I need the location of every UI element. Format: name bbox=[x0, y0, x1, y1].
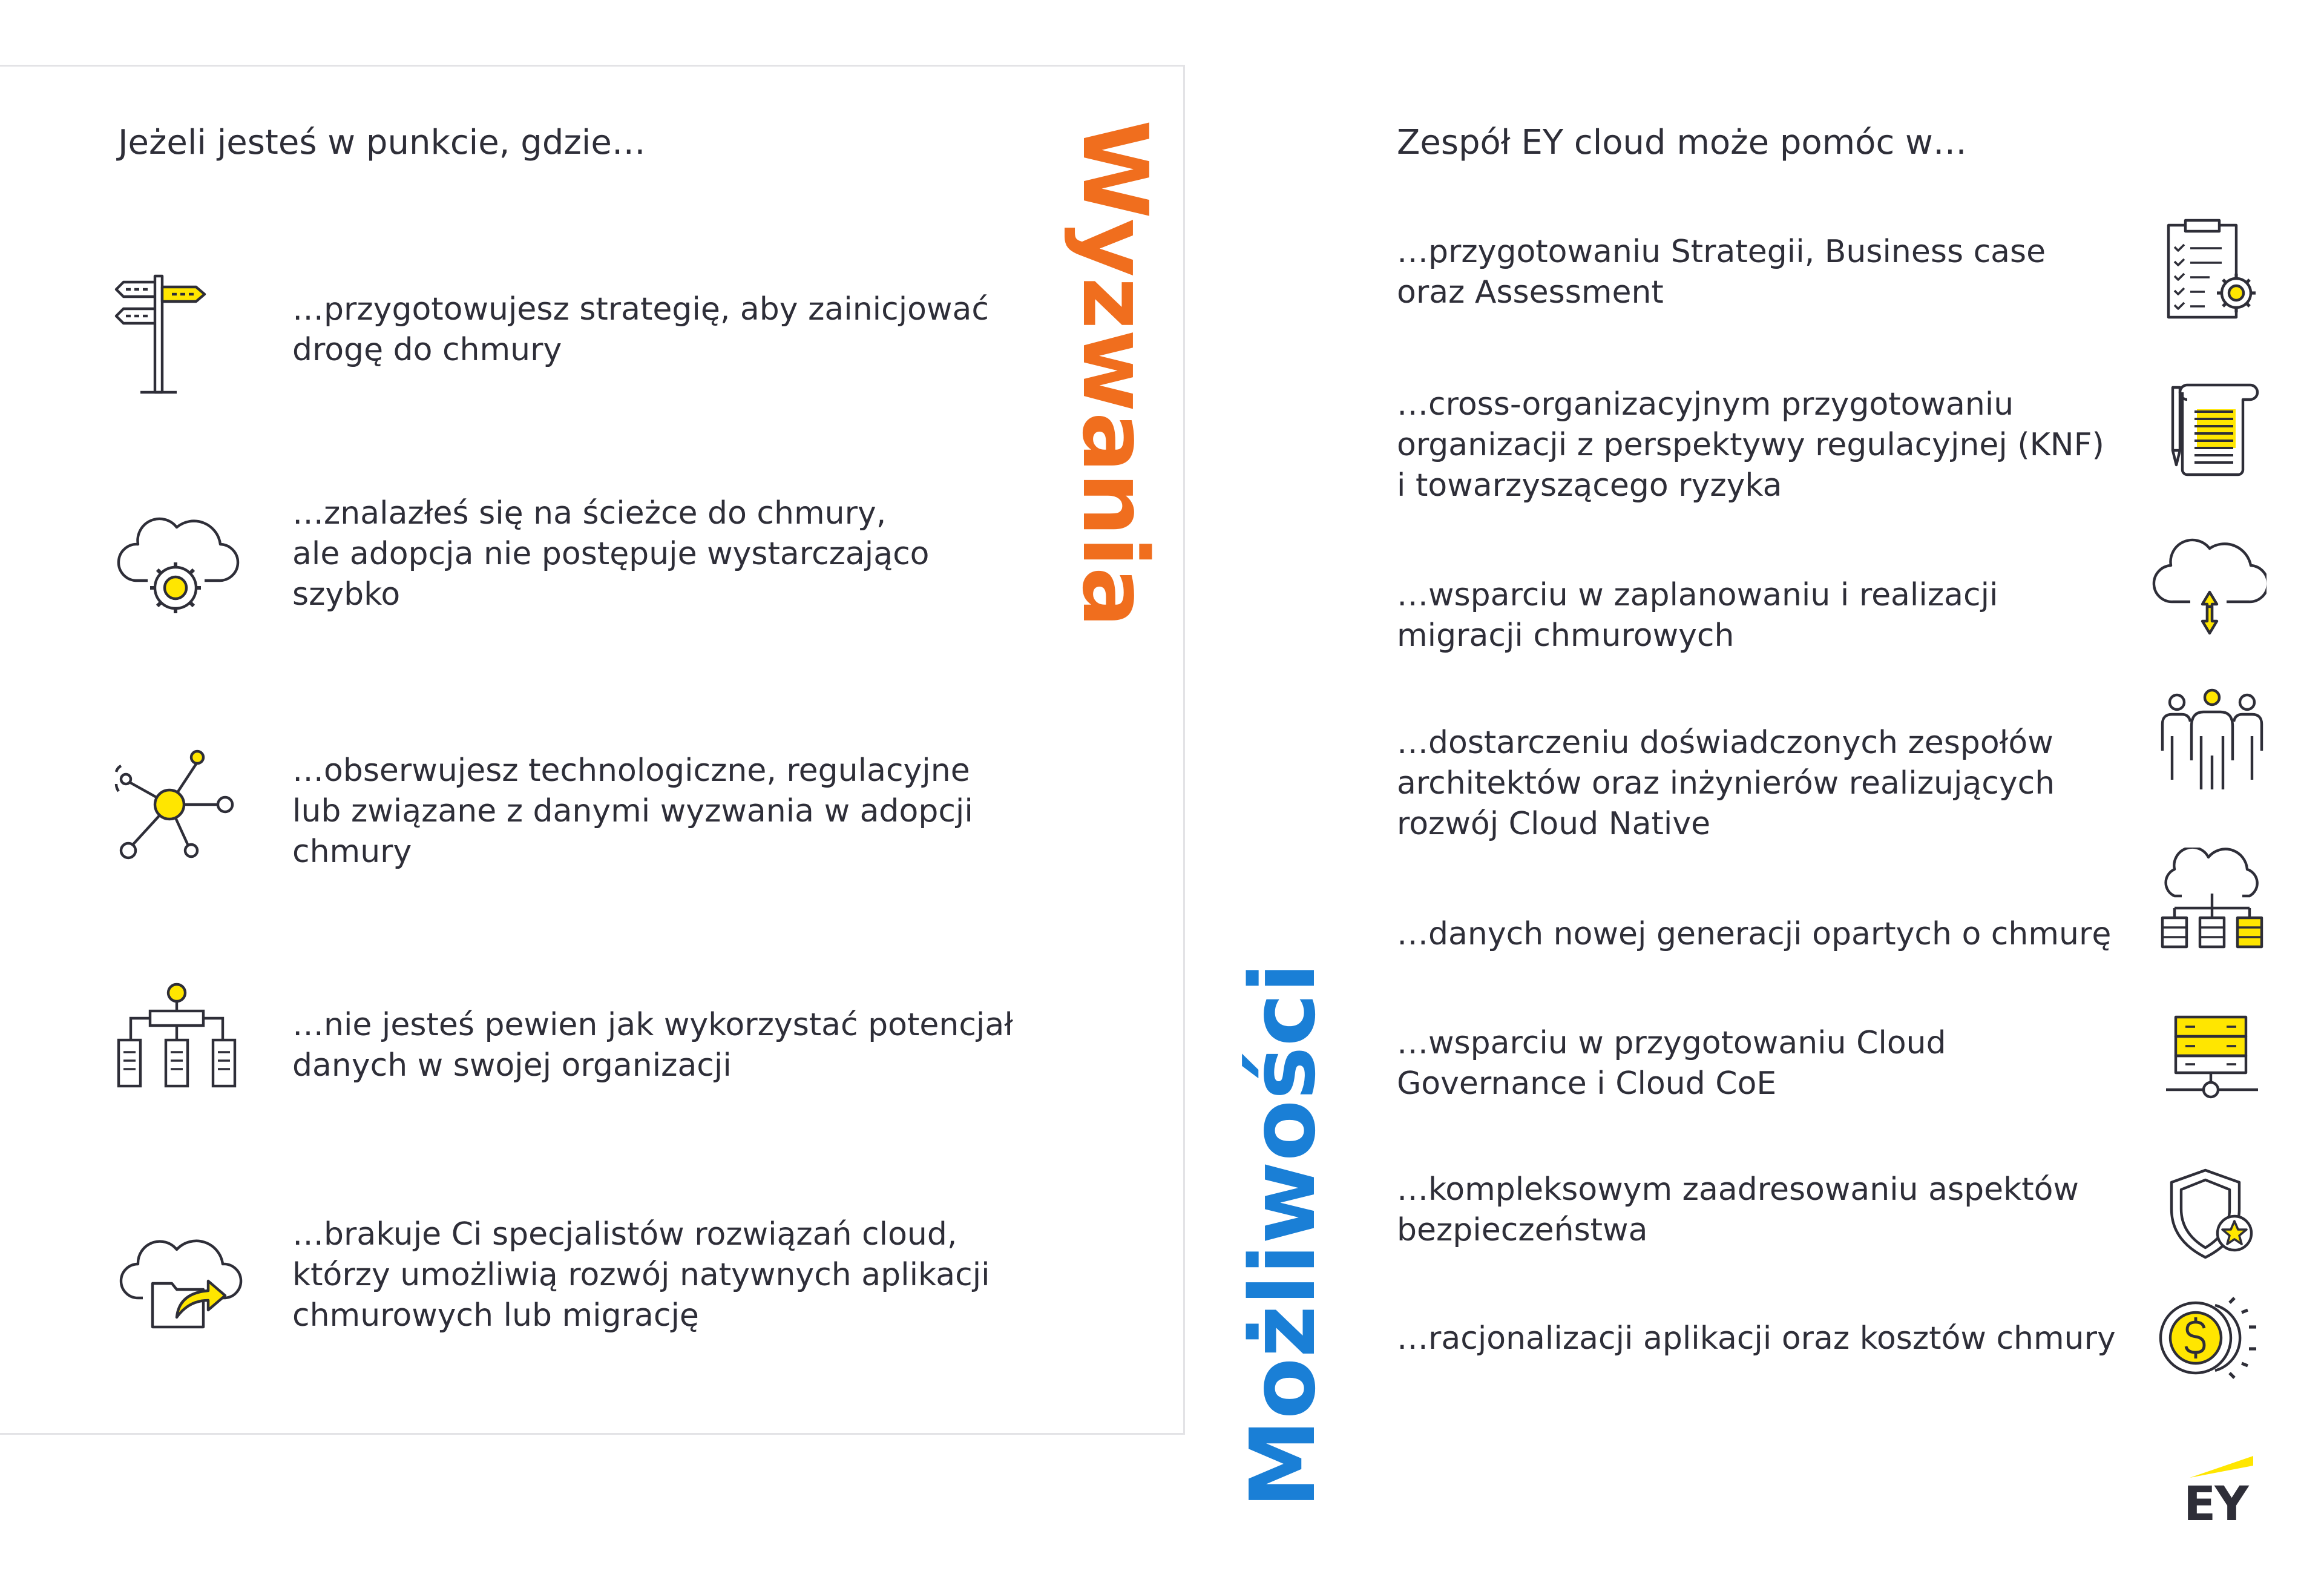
left-item-4-text: …nie jesteś pewien jak wykorzystać potencjał danych w swojej organizacji bbox=[292, 1007, 1013, 1084]
cloud-data-servers-icon bbox=[2158, 848, 2267, 950]
left-item-3-text: …obserwujesz technologiczne, regulacyjne lub związane z danymi wyzwania w adopcji chmury bbox=[292, 752, 973, 870]
cloud-folder-icon bbox=[119, 1223, 246, 1332]
right-item-2-text: …cross-organizacyjnym przygotowaniu organizacji z perspektywy regulacyjnej (KNF) i towarzyszącego ryzyka bbox=[1397, 386, 2104, 504]
right-item-1-text: …przygotowaniu Strategii, Business case oraz Assessment bbox=[1397, 234, 2046, 311]
hierarchy-documents-icon bbox=[114, 982, 241, 1091]
ey-logo-beam bbox=[2190, 1456, 2253, 1478]
left-item-5-text: …brakuje Ci specjalistów rozwiązań cloud, którzy umożliwią rozwój natywnych aplikacji chmurowych lub migrację bbox=[292, 1216, 990, 1334]
shield-star-icon bbox=[2167, 1165, 2257, 1262]
left-heading: Jeżeli jesteś w punkcie, gdzie… bbox=[118, 123, 646, 162]
right-heading: Zespół EY cloud może pomóc w… bbox=[1397, 123, 1967, 162]
scroll-document-pen-icon bbox=[2165, 380, 2262, 477]
clipboard-checklist-gear-icon bbox=[2164, 218, 2260, 321]
ey-logo: EY bbox=[2184, 1477, 2248, 1532]
right-item-6-text: …wsparciu w przygotowaniu Cloud Governance i Cloud CoE bbox=[1397, 1025, 1946, 1102]
left-item-1-text: …przygotowujesz strategię, aby zainicjować drogę do chmury bbox=[292, 291, 989, 368]
cloud-arrows-icon bbox=[2152, 532, 2267, 640]
right-item-7-text: …kompleksowym zaadresowaniu aspektów bezpieczeństwa bbox=[1397, 1171, 2079, 1248]
left-item-2-text: …znalazłeś się na ścieżce do chmury, ale adopcja nie postępuje wystarczająco szybko bbox=[292, 495, 930, 613]
team-people-icon bbox=[2158, 688, 2267, 791]
challenges-label: Wyzwania bbox=[1063, 120, 1167, 628]
coin-gear-icon bbox=[2155, 1296, 2263, 1380]
network-nodes-icon bbox=[114, 748, 241, 863]
server-network-icon bbox=[2164, 1012, 2260, 1103]
cloud-gear-icon bbox=[114, 505, 241, 621]
opportunities-label: Możliwości bbox=[1231, 963, 1335, 1509]
right-item-4-text: …dostarczeniu doświadczonych zespołów architektów oraz inżynierów realizujących rozwój Cloud Native bbox=[1397, 725, 2055, 842]
signpost-icon bbox=[114, 274, 235, 395]
right-item-5-text: …danych nowej generacji opartych o chmurę bbox=[1397, 916, 2112, 952]
right-item-8-text: …racjonalizacji aplikacji oraz kosztów chmury bbox=[1397, 1320, 2116, 1357]
right-item-3-text: …wsparciu w zaplanowaniu i realizacji migracji chmurowych bbox=[1397, 577, 1998, 654]
